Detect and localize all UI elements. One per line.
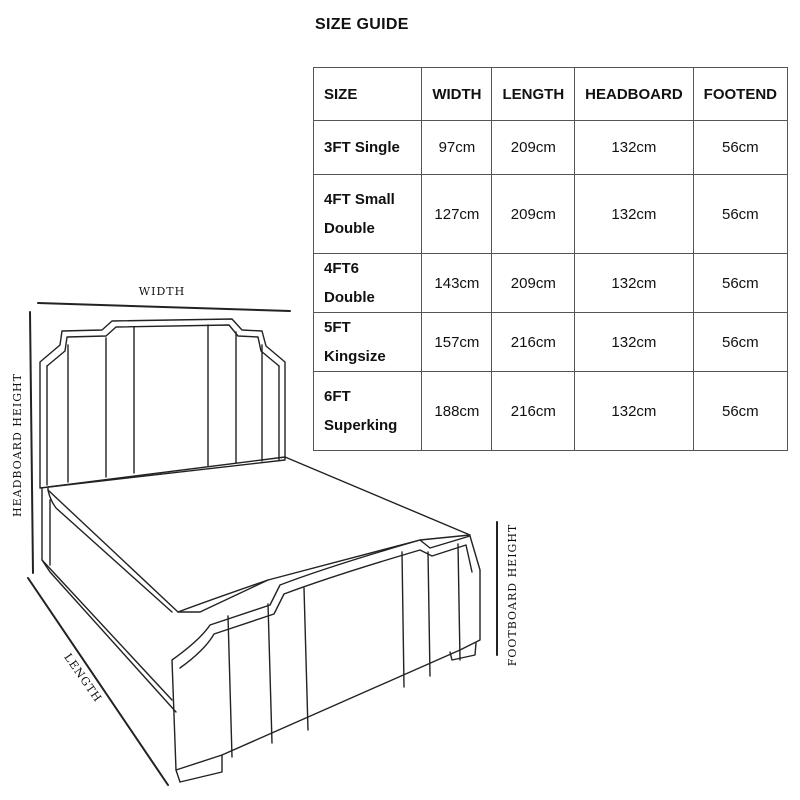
length-cell: 216cm: [492, 313, 575, 372]
size-name: 6FT Superking: [314, 372, 422, 451]
footend-cell: 56cm: [693, 372, 787, 451]
footboard: [172, 536, 480, 782]
header-width: WIDTH: [422, 68, 492, 121]
footend-cell: 56cm: [693, 313, 787, 372]
header-length: LENGTH: [492, 68, 575, 121]
footend-cell: 56cm: [693, 254, 787, 313]
headboard-cell: 132cm: [575, 121, 694, 175]
headboard-dimension-line: [30, 312, 33, 573]
size-name: 5FT Kingsize: [314, 313, 422, 372]
width-cell: 97cm: [422, 121, 492, 175]
headboard: [40, 319, 285, 488]
size-name: 4FT Small Double: [314, 175, 422, 254]
headboard-height-label: HEADBOARD HEIGHT: [11, 373, 24, 517]
footend-cell: 56cm: [693, 175, 787, 254]
header-size: SIZE: [314, 68, 422, 121]
length-dimension-line: [28, 578, 168, 785]
length-cell: 209cm: [492, 254, 575, 313]
length-cell: 216cm: [492, 372, 575, 451]
size-name: 3FT Single: [314, 121, 422, 175]
length-cell: 209cm: [492, 175, 575, 254]
footboard-height-label: FOOTBOARD HEIGHT: [506, 523, 519, 667]
headboard-cell: 132cm: [575, 254, 694, 313]
width-cell: 157cm: [422, 313, 492, 372]
size-name: 4FT6 Double: [314, 254, 422, 313]
length-label: LENGTH: [61, 651, 105, 705]
page-title: SIZE GUIDE: [315, 16, 409, 33]
width-label: WIDTH: [138, 285, 186, 298]
bed-base: [42, 488, 176, 712]
width-cell: 188cm: [422, 372, 492, 451]
width-cell: 127cm: [422, 175, 492, 254]
headboard-cell: 132cm: [575, 313, 694, 372]
footend-cell: 56cm: [693, 121, 787, 175]
header-footend: FOOTEND: [693, 68, 787, 121]
headboard-cell: 132cm: [575, 175, 694, 254]
width-dimension-line: [38, 303, 290, 311]
headboard-cell: 132cm: [575, 372, 694, 451]
header-headboard: HEADBOARD: [575, 68, 694, 121]
length-cell: 209cm: [492, 121, 575, 175]
width-cell: 143cm: [422, 254, 492, 313]
